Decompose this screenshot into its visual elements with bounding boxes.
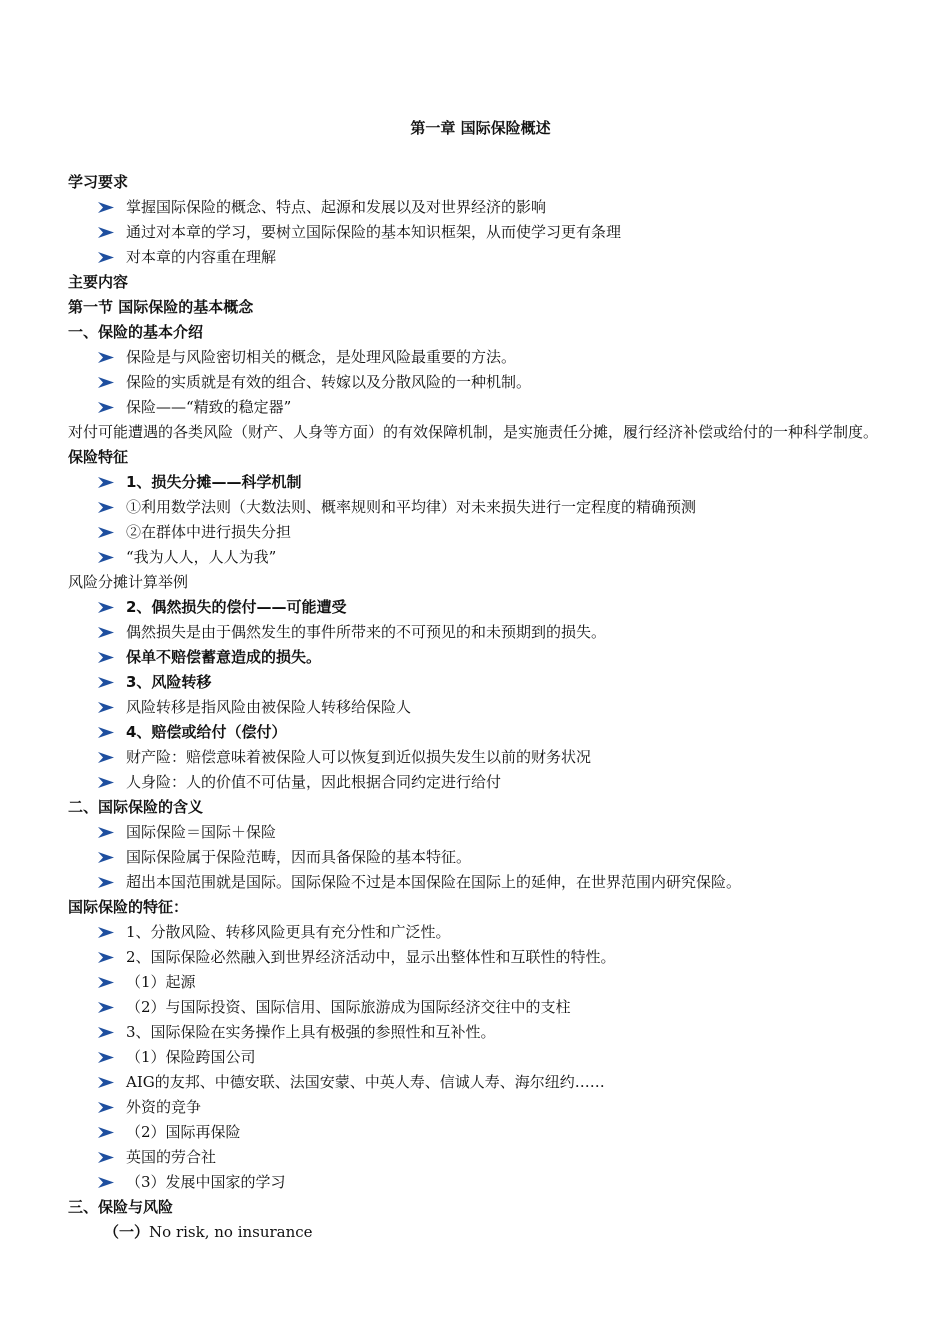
arrow-bullet-icon xyxy=(98,1027,114,1038)
bullet-text: （3）发展中国家的学习 xyxy=(126,1173,286,1191)
bullet-text: 掌握国际保险的概念、特点、起源和发展以及对世界经济的影响 xyxy=(126,198,547,216)
document-body xyxy=(68,170,883,1245)
bullet-item xyxy=(68,1045,883,1070)
bullet-item xyxy=(68,745,883,770)
arrow-bullet-icon xyxy=(98,202,114,213)
section-heading: 保险特征 xyxy=(68,448,129,466)
arrow-bullet-icon xyxy=(98,927,114,938)
arrow-bullet-icon xyxy=(98,527,114,538)
bullet-text: 1、分散风险、转移风险更具有充分性和广泛性。 xyxy=(126,923,451,941)
bullet-item xyxy=(68,545,883,570)
bullet-text: 人身险：人的价值不可估量，因此根据合同约定进行给付 xyxy=(126,773,502,791)
arrow-bullet-icon xyxy=(98,677,114,688)
section-heading: 三、保险与风险 xyxy=(68,1198,174,1216)
bullet-text: 保险是与风险密切相关的概念，是处理风险最重要的方法。 xyxy=(126,348,517,366)
bullet-item xyxy=(68,920,883,945)
document-page xyxy=(68,116,883,1245)
bullet-item xyxy=(68,195,883,220)
bullet-text: “我为人人，人人为我” xyxy=(126,548,277,566)
arrow-bullet-icon xyxy=(98,552,114,563)
bullet-item xyxy=(68,1020,883,1045)
arrow-bullet-icon xyxy=(98,727,114,738)
bullet-text: 超出本国范围就是国际。国际保险不过是本国保险在国际上的延伸，在世界范围内研究保险。 xyxy=(126,873,742,891)
bullet-item xyxy=(68,520,883,545)
arrow-bullet-icon xyxy=(98,852,114,863)
arrow-bullet-icon xyxy=(98,477,114,488)
bullet-text: 1、损失分摊——科学机制 xyxy=(126,473,302,491)
bullet-text: 财产险：赔偿意味着被保险人可以恢复到近似损失发生以前的财务状况 xyxy=(126,748,592,766)
arrow-bullet-icon xyxy=(98,352,114,363)
bullet-item xyxy=(68,1170,883,1195)
arrow-bullet-icon xyxy=(98,627,114,638)
arrow-bullet-icon xyxy=(98,877,114,888)
bullet-item xyxy=(68,720,883,745)
arrow-bullet-icon xyxy=(98,1127,114,1138)
bullet-text: 国际保险属于保险范畴，因而具备保险的基本特征。 xyxy=(126,848,472,866)
bullet-item xyxy=(68,845,883,870)
arrow-bullet-icon xyxy=(98,702,114,713)
bullet-text: 3、风险转移 xyxy=(126,673,212,691)
bullet-item xyxy=(68,595,883,620)
sub-heading xyxy=(68,1220,883,1245)
bullet-text: 3、国际保险在实务操作上具有极强的参照性和互补性。 xyxy=(126,1023,496,1041)
bullet-item xyxy=(68,695,883,720)
bullet-item xyxy=(68,1095,883,1120)
bullet-text: 偶然损失是由于偶然发生的事件所带来的不可预见的和未预期到的损失。 xyxy=(126,623,607,641)
arrow-bullet-icon xyxy=(98,1052,114,1063)
bullet-item xyxy=(68,970,883,995)
arrow-bullet-icon xyxy=(98,377,114,388)
arrow-bullet-icon xyxy=(98,827,114,838)
bullet-text: 风险转移是指风险由被保险人转移给保险人 xyxy=(126,698,412,716)
sub-heading-text: No risk, no insurance xyxy=(149,1223,313,1241)
arrow-bullet-icon xyxy=(98,1102,114,1113)
arrow-bullet-icon xyxy=(98,977,114,988)
bullet-text: 保险的实质就是有效的组合、转嫁以及分散风险的一种机制。 xyxy=(126,373,532,391)
arrow-bullet-icon xyxy=(98,602,114,613)
bullet-item xyxy=(68,670,883,695)
paragraph: 风险分摊计算举例 xyxy=(68,573,189,591)
bullet-item xyxy=(68,1070,883,1095)
bullet-text: （1）起源 xyxy=(126,973,196,991)
bullet-text: 英国的劳合社 xyxy=(126,1148,217,1166)
bullet-item xyxy=(68,220,883,245)
bullet-text: ②在群体中进行损失分担 xyxy=(126,523,292,541)
bullet-text: 2、国际保险必然融入到世界经济活动中，显示出整体性和互联性的特性。 xyxy=(126,948,616,966)
section-heading: 二、国际保险的含义 xyxy=(68,798,204,816)
bullet-text: 对本章的内容重在理解 xyxy=(126,248,277,266)
bullet-item xyxy=(68,995,883,1020)
arrow-bullet-icon xyxy=(98,1152,114,1163)
arrow-bullet-icon xyxy=(98,1177,114,1188)
sub-heading-number: （一） xyxy=(104,1223,150,1241)
bullet-text: 通过对本章的学习，要树立国际保险的基本知识框架，从而使学习更有条理 xyxy=(126,223,622,241)
chapter-title: 第一章 国际保险概述 xyxy=(410,119,551,137)
bullet-item xyxy=(68,620,883,645)
bullet-item xyxy=(68,820,883,845)
arrow-bullet-icon xyxy=(98,952,114,963)
arrow-bullet-icon xyxy=(98,1002,114,1013)
arrow-bullet-icon xyxy=(98,402,114,413)
bullet-item xyxy=(68,770,883,795)
arrow-bullet-icon xyxy=(98,752,114,763)
arrow-bullet-icon xyxy=(98,502,114,513)
bullet-item xyxy=(68,645,883,670)
bullet-text: （1）保险跨国公司 xyxy=(126,1048,256,1066)
bullet-item xyxy=(68,1120,883,1145)
section-heading: 国际保险的特征： xyxy=(68,898,189,916)
bullet-text: （2）国际再保险 xyxy=(126,1123,241,1141)
bullet-text: 保单不赔偿蓄意造成的损失。 xyxy=(126,648,322,666)
arrow-bullet-icon xyxy=(98,1077,114,1088)
arrow-bullet-icon xyxy=(98,227,114,238)
bullet-text: （2）与国际投资、国际信用、国际旅游成为国际经济交往中的支柱 xyxy=(126,998,571,1016)
bullet-text: 外资的竞争 xyxy=(126,1098,202,1116)
bullet-item xyxy=(68,345,883,370)
section-heading: 一、保险的基本介绍 xyxy=(68,323,204,341)
bullet-text: 2、偶然损失的偿付——可能遭受 xyxy=(126,598,347,616)
paragraph: 对付可能遭遇的各类风险（财产、人身等方面）的有效保障机制，是实施责任分摊，履行经济补偿或给付的一种科学制度。 xyxy=(68,423,879,441)
arrow-bullet-icon xyxy=(98,777,114,788)
arrow-bullet-icon xyxy=(98,652,114,663)
bullet-item xyxy=(68,370,883,395)
bullet-item xyxy=(68,245,883,270)
bullet-text: 保险——“精致的稳定器” xyxy=(126,398,292,416)
section-heading: 学习要求 xyxy=(68,173,129,191)
arrow-bullet-icon xyxy=(98,252,114,263)
bullet-item xyxy=(68,470,883,495)
bullet-item xyxy=(68,395,883,420)
section-heading: 第一节 国际保险的基本概念 xyxy=(68,298,254,316)
bullet-text: 国际保险＝国际＋保险 xyxy=(126,823,277,841)
bullet-item xyxy=(68,945,883,970)
bullet-item xyxy=(68,1145,883,1170)
bullet-text: 4、赔偿或给付（偿付） xyxy=(126,723,287,741)
bullet-text: AIG的友邦、中德安联、法国安蒙、中英人寿、信诚人寿、海尔纽约…… xyxy=(126,1073,605,1091)
bullet-item xyxy=(68,870,883,895)
bullet-text: ①利用数学法则（大数法则、概率规则和平均律）对未来损失进行一定程度的精确预测 xyxy=(126,498,697,516)
section-heading: 主要内容 xyxy=(68,273,129,291)
bullet-item xyxy=(68,495,883,520)
